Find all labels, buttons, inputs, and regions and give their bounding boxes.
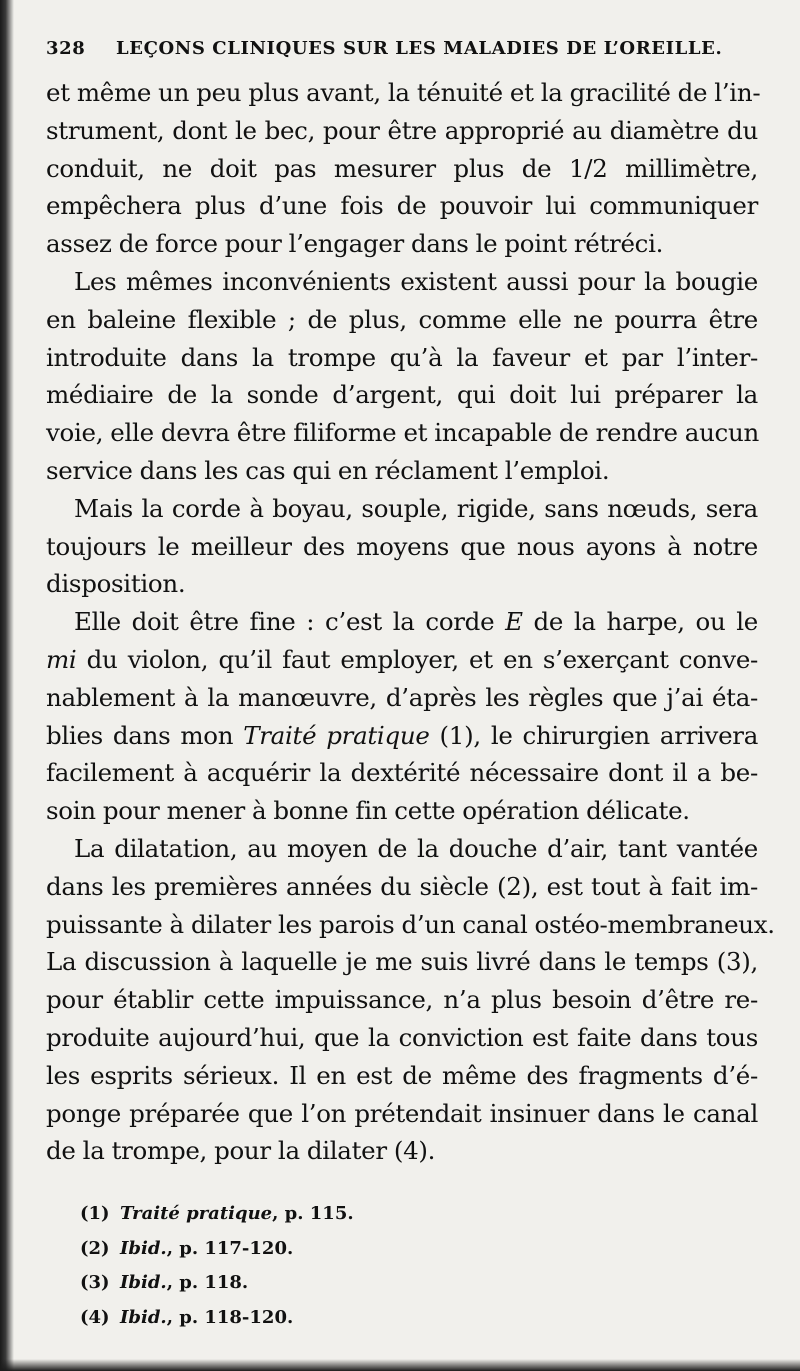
text-line: introduite dans la trompe qu’à la faveur et par l’inter- [46,342,758,372]
text-segment: du violon, qu’il faut employer, et en s’exerçant conve- [76,644,758,674]
footnote-mark: (3) [80,1272,110,1293]
text-line: nablement à la manœuvre, d’après les règles que j’ai éta- [46,682,758,712]
text-segment: blies dans mon [46,720,244,750]
text-line: Les mêmes inconvénients existent aussi pour la bougie [74,266,758,296]
text-line: facilement à acquérir la dextérité nécessaire dont il a be- [46,758,758,788]
text-line: pour établir cette impuissance, n’a plus besoin d’être re- [46,985,758,1015]
text-line: service dans les cas qui en réclament l’emploi. [46,455,610,485]
footnote [80,1266,680,1301]
body-text [46,74,775,1170]
footnotes [80,1197,680,1335]
text-line: dans les premières années du siècle (2), est tout à fait im- [46,871,758,901]
text-segment: Elle doit être fine : c’est la corde [74,607,506,637]
text-segment: (1), le chirurgien arrivera [429,720,759,750]
text-line: ponge préparée que l’on prétendait insinuer dans le canal [46,1098,758,1128]
text-line: empêchera plus d’une fois de pouvoir lui communiquer [46,191,758,221]
text-line: conduit, ne doit pas mesurer plus de 1/2 millimètre, [46,153,758,183]
text-segment: de la harpe, ou le [522,607,758,637]
text-line: La dilatation, au moyen de la douche d’air, tant vantée [74,833,758,863]
page-header [46,38,766,59]
footnote-text: , p. 118-120. [166,1306,294,1328]
text-line: puissante à dilater les parois d’un canal ostéo-membraneux. [46,909,775,939]
footnote [80,1197,680,1232]
footnote-reference: Ibid. [120,1272,167,1293]
text-line-with-italic [46,717,758,755]
text-line-with-italic [46,641,758,679]
text-line: strument, dont le bec, pour être approprié au diamètre du [46,115,758,145]
text-line: Mais la corde à boyau, souple, rigide, sans nœuds, sera [74,493,758,523]
text-line: La discussion à laquelle je me suis livré dans le temps (3), [46,947,758,977]
page-number: 328 [46,38,86,59]
text-line-with-italic [46,603,758,641]
footnote-text: , p. 115. [272,1203,354,1224]
italic-text: Traité pratique [243,720,430,750]
footnote [80,1232,680,1267]
text-line: voie, elle devra être filiforme et incapable de rendre aucun [46,418,759,448]
footnote [80,1301,680,1336]
text-line: soin pour mener à bonne fin cette opération délicate. [46,796,690,826]
italic-text: E [505,607,523,637]
footnote-mark: (2) [80,1237,110,1259]
text-line: et même un peu plus avant, la ténuité et la gracilité de l’in- [46,78,761,107]
footnote-reference: Traité pratique [120,1203,273,1224]
text-line: en baleine flexible ; de plus, comme elle ne pourra être [46,304,758,334]
text-line: produite aujourd’hui, que la conviction est faite dans tous [46,1022,758,1052]
text-line: médiaire de la sonde d’argent, qui doit lui préparer la [46,380,758,410]
running-title: LEÇONS CLINIQUES SUR LES MALADIES DE L’OREILLE. [116,38,723,59]
footnote-text: , p. 117-120. [166,1237,294,1259]
italic-text: mi [46,644,77,674]
text-line: disposition. [46,569,186,599]
text-line: de la trompe, pour la dilater (4). [46,1136,436,1166]
text-line: toujours le meilleur des moyens que nous ayons à notre [46,531,758,561]
footnote-reference: Ibid. [120,1237,167,1259]
footnote-mark: (1) [80,1203,110,1224]
footnote-text: , p. 118. [166,1272,249,1293]
text-line: assez de force pour l’engager dans le point rétréci. [46,229,664,259]
text-line: les esprits sérieux. Il en est de même des fragments d’é- [46,1060,758,1090]
footnote-reference: Ibid. [120,1306,167,1328]
footnote-mark: (4) [80,1306,110,1328]
